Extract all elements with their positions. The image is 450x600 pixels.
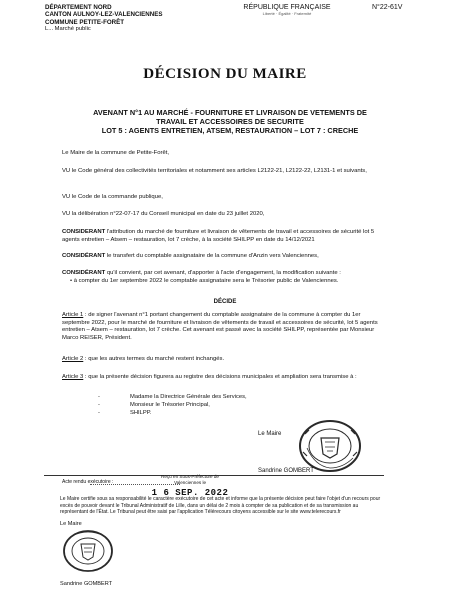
decision-subject xyxy=(80,108,380,136)
bullet-text: à compter du 1er septembre 2022 le comptable assignataire sera le Trésorier public de Valenciennes. xyxy=(73,277,339,284)
republique-title: RÉPUBLIQUE FRANÇAISE xyxy=(243,4,331,11)
considerant-text: le transfert du comptable assignataire de la commune d'Anzin vers Valenciennes, xyxy=(106,253,319,259)
considerant-text: qu'il convient, par cet avenant, d'apporter à l'acte d'engagement, la modification suivante : xyxy=(106,270,341,276)
recipient-dash: - xyxy=(98,394,100,400)
recipient-item xyxy=(98,393,298,401)
bottom-signer-name: Sandrine GOMBERT xyxy=(60,581,113,587)
recipient-text: SHILPP. xyxy=(130,410,152,416)
recipient-item xyxy=(98,401,298,409)
service: L... Marché public xyxy=(45,26,91,33)
article-label: Article 1 xyxy=(62,312,84,318)
article-text: : que la présente décision figurera au registre des décisions municipales et ampliation sera transmise à : xyxy=(84,374,357,380)
recipient-text: Madame la Directrice Générale des Services, xyxy=(130,394,247,400)
reception-date-stamp: 1 6 SEP. 2022 xyxy=(151,488,229,498)
article-1 xyxy=(62,312,384,342)
recours-notice: Le Maire certifie sous sa responsabilité le caractère exécutoire de cet acte et informe que la présente décision peut faire l'objet d'un recours pour excès de pouvoir devant le Tribunal Administratif de Lille, dans un délai de 2 mois à compter de sa publication et de sa transmission au représentant de l'État. Le Tribunal peut être saisi par l'application Télérecours citoyens accessible sur le site www.telerecours.fr xyxy=(60,496,381,516)
bottom-signer-title: Le Maire xyxy=(60,521,82,527)
subject-line-1: AVENANT N°1 AU MARCHÉ - FOURNITURE ET LIVRAISON DE VETEMENTS DE xyxy=(93,108,367,117)
recipients-list xyxy=(98,393,298,417)
article-label: Article 2 xyxy=(62,356,84,362)
article-2 xyxy=(62,356,384,364)
considerant-attribution xyxy=(62,229,384,244)
vu-commande-publique: VU le Code de la commande publique, xyxy=(62,194,163,200)
considerant-label: CONSIDERANT xyxy=(62,229,106,235)
subject-line-2: TRAVAIL ET ACCESSOIRES DE SECURITE xyxy=(156,117,304,127)
article-text: : que les autres termes du marché restent inchangés. xyxy=(84,356,225,362)
article-label: Article 3 xyxy=(62,374,84,380)
recipient-item xyxy=(98,409,298,417)
article-3 xyxy=(62,374,384,382)
department-header xyxy=(45,4,205,34)
commune: COMMUNE PETITE-FORÊT xyxy=(45,18,125,26)
vu-deliberation: VU la délibération n°22-07-17 du Conseil municipal en date du 23 juillet 2020, xyxy=(62,211,265,217)
vu-cgct: VU le Code général des collectivités territoriales et notamment ses articles L2122-21, L2122-22, L2131-1 et suivants, xyxy=(62,168,367,174)
departement: DÉPARTEMENT NORD xyxy=(45,4,112,11)
mairie-seal-small-icon xyxy=(60,528,116,574)
recipient-text: Monsieur le Trésorier Principal, xyxy=(130,402,210,408)
prefecture-receipt: Reçu en Sous-Préfecture de Valenciennes le xyxy=(161,474,219,485)
acte-executoire-label: Acte rendu exécutoire : xyxy=(62,479,114,485)
decide-heading: DÉCIDE xyxy=(213,299,237,305)
republique-motto: Liberté · Égalité · Fraternité xyxy=(262,11,312,16)
canton: CANTON AULNOY-LEZ-VALENCIENNES xyxy=(45,11,163,19)
recipient-dash: - xyxy=(98,410,100,416)
page-title: DÉCISION DU MAIRE xyxy=(143,66,307,82)
recipient-dash: - xyxy=(98,402,100,408)
modification-bullet: • à compter du 1er septembre 2022 le comptable assignataire sera le Trésorier public de Valenciennes. xyxy=(70,277,339,284)
signer-title: Le Maire xyxy=(258,431,282,437)
considerant-label: CONSIDÉRANT xyxy=(62,270,106,276)
considerant-label: CONSIDÉRANT xyxy=(62,253,106,259)
mairie-seal-icon xyxy=(295,418,365,474)
considerant-transfert xyxy=(62,253,384,261)
decision-number: N°22-61V xyxy=(372,4,403,11)
republique-header xyxy=(232,4,342,16)
subject-line-3: LOT 5 : AGENTS ENTRETIEN, ATSEM, RESTAURATION – LOT 7 : CRECHE xyxy=(101,126,359,136)
signer-name: Sandrine GOMBERT xyxy=(258,468,314,474)
considerant-modification xyxy=(62,270,384,285)
considerant-text: l'attribution du marché de fourniture et livraison de vêtements de travail et accessoires de sécurité lot 5 agents entretien – Atsem – restauration, lot 7 crèche, à la société SHILPP en date du 14/12/2021 xyxy=(62,229,375,243)
article-text: : de signer l'avenant n°1 portant changement du comptable assignataire de la commune à compter du 1er septembre 2022, pour le marché de fourniture et livraison de vêtements de travail et accessoires de sécurité, lot 5 agents entretien – Atsem – restauration, lot 7 crèche. Cet avenant est passé avec la société SHILPP, représentée par Monsieur Marco REISER, Président. xyxy=(62,312,378,341)
maire-intro: Le Maire de la commune de Petite-Forêt, xyxy=(62,150,170,156)
